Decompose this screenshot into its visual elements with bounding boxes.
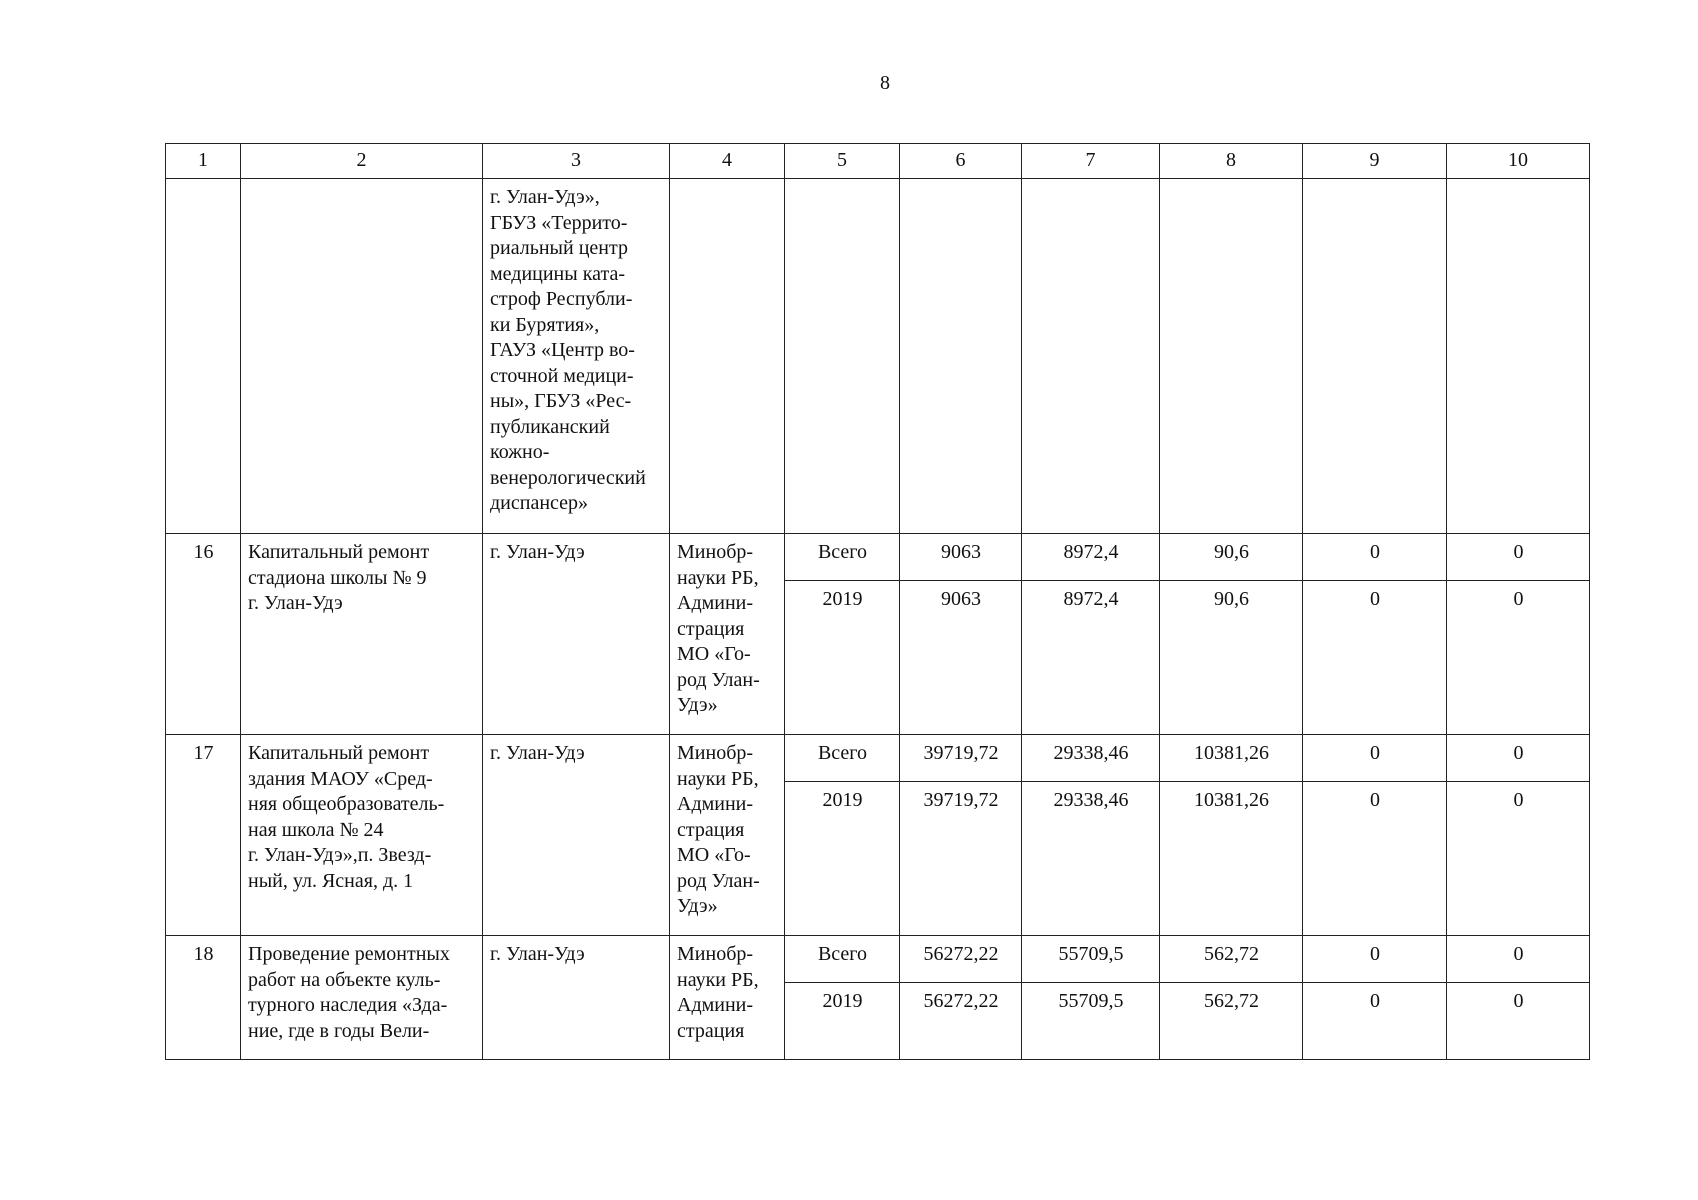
value-cell: 90,6 (1160, 534, 1303, 581)
period-cell: Всего (785, 735, 900, 782)
row-number: 17 (166, 735, 241, 936)
value-cell: 0 (1447, 534, 1590, 581)
value-cell: 90,6 (1160, 581, 1303, 735)
value-cell: 55709,5 (1022, 936, 1160, 983)
value-cell: 0 (1303, 983, 1447, 1060)
column-header: 9 (1303, 144, 1447, 179)
column-header: 8 (1160, 144, 1303, 179)
column-header: 7 (1022, 144, 1160, 179)
value-cell: 0 (1303, 782, 1447, 936)
value-cell: 55709,5 (1022, 983, 1160, 1060)
empty-cell (1022, 179, 1160, 534)
location: г. Улан-Удэ (483, 534, 670, 735)
column-header: 4 (670, 144, 785, 179)
empty-cell (166, 179, 241, 534)
value-cell: 8972,4 (1022, 534, 1160, 581)
table-row (166, 534, 1590, 581)
table-row (166, 735, 1590, 782)
empty-cell (670, 179, 785, 534)
value-cell: 0 (1447, 735, 1590, 782)
column-number-row (166, 144, 1590, 179)
value-cell: 562,72 (1160, 983, 1303, 1060)
executor: Минобр- науки РБ, Админи- страция МО «Го- род Улан- Удэ» (670, 534, 785, 735)
value-cell: 29338,46 (1022, 735, 1160, 782)
period-cell: Всего (785, 534, 900, 581)
period-cell: 2019 (785, 983, 900, 1060)
executor: Минобр- науки РБ, Админи- страция (670, 936, 785, 1060)
column-header: 6 (900, 144, 1022, 179)
page-number: 8 (880, 72, 890, 94)
measure-name: Проведение ремонтных работ на объекте куль- турного наследия «Зда- ние, где в годы Вели- (241, 936, 483, 1060)
empty-cell (1160, 179, 1303, 534)
empty-cell (1303, 179, 1447, 534)
column-header: 2 (241, 144, 483, 179)
value-cell: 0 (1303, 534, 1447, 581)
period-cell: 2019 (785, 581, 900, 735)
period-cell: Всего (785, 936, 900, 983)
measure-name: Капитальный ремонт стадиона школы № 9 г. Улан-Удэ (241, 534, 483, 735)
value-cell: 0 (1447, 983, 1590, 1060)
value-cell: 10381,26 (1160, 782, 1303, 936)
value-cell: 0 (1303, 936, 1447, 983)
value-cell: 0 (1447, 581, 1590, 735)
column-header: 3 (483, 144, 670, 179)
empty-cell (900, 179, 1022, 534)
executor: Минобр- науки РБ, Админи- страция МО «Го- род Улан- Удэ» (670, 735, 785, 936)
program-table (165, 143, 1590, 1060)
value-cell: 39719,72 (900, 735, 1022, 782)
empty-cell (1447, 179, 1590, 534)
value-cell: 8972,4 (1022, 581, 1160, 735)
measure-name: Капитальный ремонт здания МАОУ «Сред- няя общеобразователь- ная школа № 24 г. Улан-Удэ»,п. Звезд- ный, ул. Ясная, д. 1 (241, 735, 483, 936)
recipients-continuation: г. Улан-Удэ», ГБУЗ «Террито- риальный центр медицины ката- строф Республи- ки Бурятия», ГАУЗ «Центр во- сточной медици- ны», ГБУЗ «Рес- публиканский кожно- венерологический диспансер» (483, 179, 670, 534)
value-cell: 10381,26 (1160, 735, 1303, 782)
value-cell: 56272,22 (900, 936, 1022, 983)
column-header: 10 (1447, 144, 1590, 179)
row-number: 16 (166, 534, 241, 735)
value-cell: 0 (1447, 936, 1590, 983)
row-number: 18 (166, 936, 241, 1060)
column-header: 1 (166, 144, 241, 179)
location: г. Улан-Удэ (483, 735, 670, 936)
value-cell: 29338,46 (1022, 782, 1160, 936)
table-row (166, 936, 1590, 983)
period-cell: 2019 (785, 782, 900, 936)
value-cell: 39719,72 (900, 782, 1022, 936)
value-cell: 0 (1447, 782, 1590, 936)
value-cell: 56272,22 (900, 983, 1022, 1060)
value-cell: 0 (1303, 581, 1447, 735)
continuation-row (166, 179, 1590, 534)
column-header: 5 (785, 144, 900, 179)
location: г. Улан-Удэ (483, 936, 670, 1060)
value-cell: 562,72 (1160, 936, 1303, 983)
value-cell: 0 (1303, 735, 1447, 782)
empty-cell (241, 179, 483, 534)
value-cell: 9063 (900, 534, 1022, 581)
empty-cell (785, 179, 900, 534)
value-cell: 9063 (900, 581, 1022, 735)
